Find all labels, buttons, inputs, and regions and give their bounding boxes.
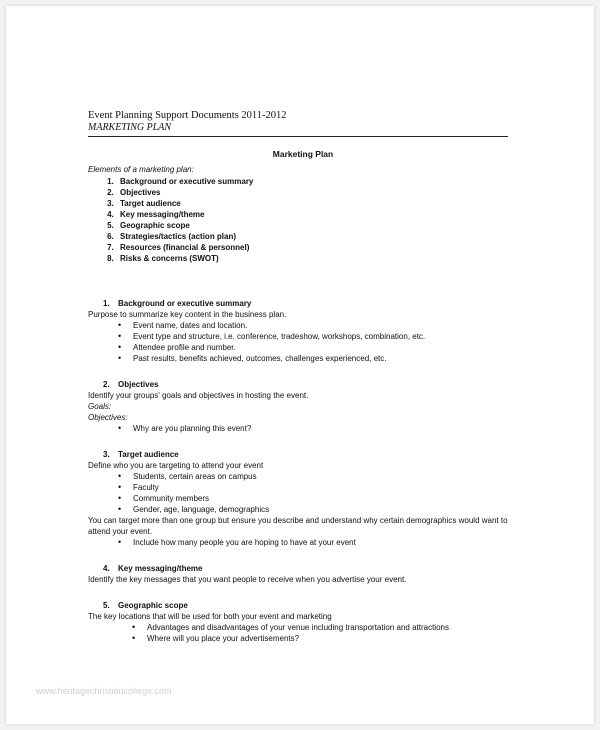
list-item: 2. Objectives [116, 187, 518, 198]
bullet-item: • Gender, age, language, demographics [118, 504, 518, 515]
list-item: 7. Resources (financial & personnel) [116, 242, 518, 253]
bullet-list [88, 471, 518, 515]
goals-label: Goals: [88, 402, 112, 411]
list-item: 5. Geographic scope [116, 220, 518, 231]
section-number: 1. [103, 299, 110, 308]
section-title: Target audience [118, 450, 179, 459]
bullet-list [88, 423, 518, 434]
bullet-item: • Advantages and disadvantages of your venue including transportation and attractions [132, 622, 518, 633]
bullet-item: • Attendee profile and number. [118, 342, 518, 353]
section-number: 3. [103, 450, 110, 459]
section-heading [88, 379, 518, 390]
bullet-list [88, 320, 518, 364]
watermark: www.heritagechristiancollege.com [36, 686, 172, 696]
elements-intro: Elements of a marketing plan: [88, 165, 194, 174]
document-page [6, 6, 594, 724]
section-title: Key messaging/theme [118, 564, 203, 573]
bullet-list [88, 622, 518, 644]
section-intro: Define who you are targeting to attend your event [88, 461, 264, 470]
bullet-item: • Community members [118, 493, 518, 504]
section-heading [88, 298, 518, 309]
document-title: Event Planning Support Documents 2011-2012 [88, 110, 287, 121]
bullet-item: • Where will you place your advertisements? [132, 633, 518, 644]
document-content [88, 110, 518, 644]
section-objectives [88, 379, 518, 434]
bullet-item: • Past results, benefits achieved, outcomes, challenges experienced, etc. [118, 353, 518, 364]
section-title: Objectives [118, 380, 159, 389]
section-title: Background or executive summary [118, 299, 252, 308]
section-geographic-scope [88, 600, 518, 644]
section-intro: Identify your groups' goals and objectives in hosting the event. [88, 391, 309, 400]
section-intro: Purpose to summarize key content in the business plan. [88, 310, 287, 319]
bullet-list [88, 537, 518, 548]
section-note: You can target more than one group but ensure you describe and understand why certain demographics would want to attend your event. [88, 516, 508, 536]
bullet-item: • Students, certain areas on campus [118, 471, 518, 482]
objectives-label: Objectives: [88, 413, 128, 422]
list-item: 1. Background or executive summary [116, 176, 518, 187]
section-intro: The key locations that will be used for both your event and marketing [88, 612, 332, 621]
bullet-item: • Faculty [118, 482, 518, 493]
document-subtitle: MARKETING PLAN [88, 122, 172, 133]
section-heading [88, 449, 518, 460]
section-background [88, 298, 518, 364]
list-item: 4. Key messaging/theme [116, 209, 518, 220]
bullet-item: • Include how many people you are hoping to have at your event [118, 537, 518, 548]
section-intro: Identify the key messages that you want people to receive when you advertise your event. [88, 575, 407, 584]
section-target-audience [88, 449, 518, 548]
marketing-plan-title: Marketing Plan [272, 149, 334, 159]
section-heading [88, 600, 518, 611]
list-item: 6. Strategies/tactics (action plan) [116, 231, 518, 242]
header-rule [88, 136, 508, 137]
bullet-item: • Event name, dates and location. [118, 320, 518, 331]
bullet-item: • Why are you planning this event? [118, 423, 518, 434]
section-title: Geographic scope [118, 601, 188, 610]
section-number: 4. [103, 564, 110, 573]
bullet-item: • Event type and structure, i.e. conference, tradeshow, workshops, combination, etc. [118, 331, 518, 342]
elements-list [88, 176, 518, 264]
list-item: 3. Target audience [116, 198, 518, 209]
list-item: 8. Risks & concerns (SWOT) [116, 253, 518, 264]
section-key-messaging [88, 563, 518, 585]
section-number: 5. [103, 601, 110, 610]
section-number: 2. [103, 380, 110, 389]
spacer [88, 264, 518, 283]
section-heading [88, 563, 518, 574]
